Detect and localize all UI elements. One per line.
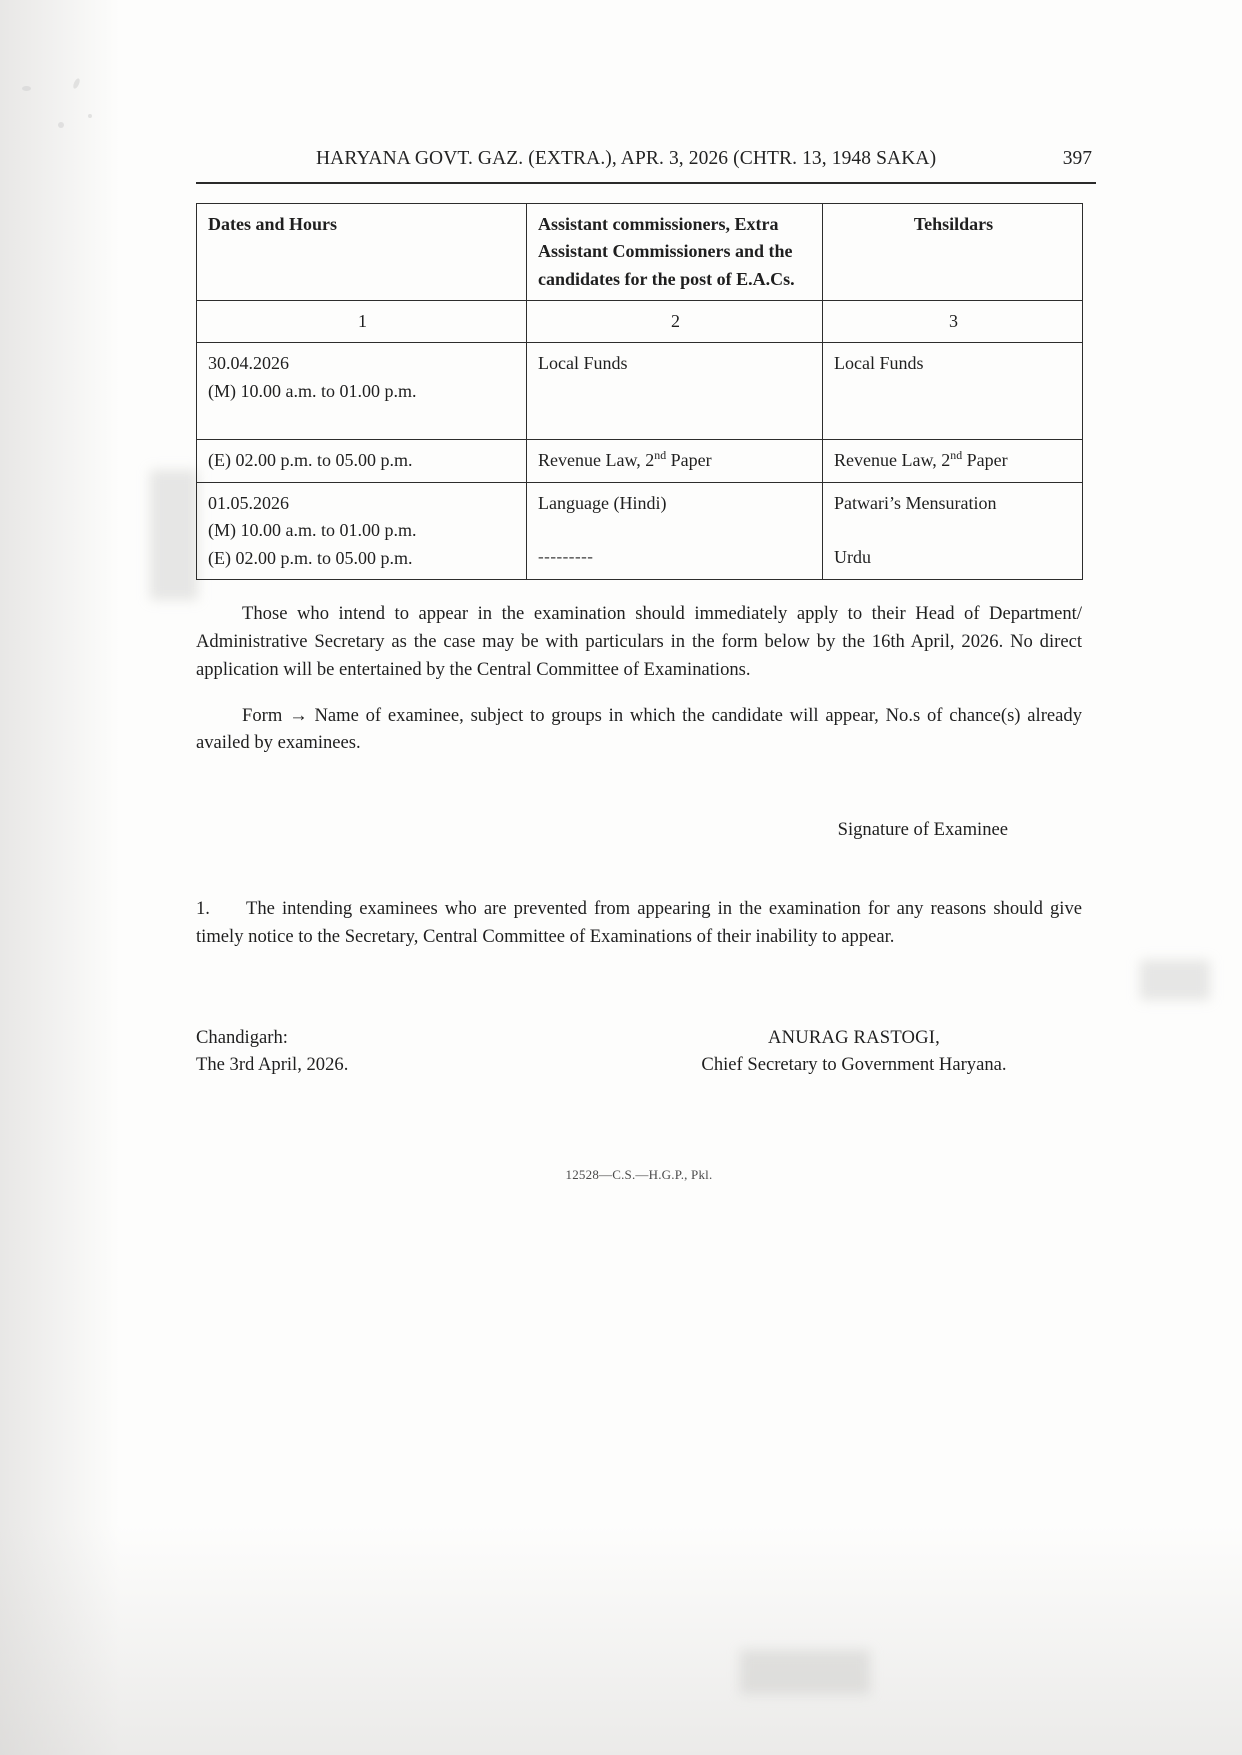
- row3-date: 01.05.2026: [208, 492, 289, 513]
- scan-smudge: [1140, 960, 1210, 1000]
- page-content: [196, 0, 1096, 1183]
- scan-edge-shadow: [0, 0, 120, 1755]
- paragraph-text: Those who intend to appear in the examination should immediately apply to their Head of Department/ Administrative Secretary as the case may be with particulars in the form below by the 16th April, 2026. No direct application will be entertained by the Central Committee of Examinations.: [196, 602, 1082, 680]
- row3-morning-hours: (M) 10.00 a.m. to 01.00 p.m.: [208, 520, 417, 541]
- column-number-2: 2: [527, 301, 823, 343]
- table-row: [197, 343, 1083, 440]
- subject-text: Revenue Law, 2: [834, 450, 951, 471]
- scan-smudge: [740, 1650, 870, 1694]
- paragraph-text: Form → Name of examinee, subject to groups in which the candidate will appear, No.s of chance(s) already availed by examinees.: [196, 704, 1082, 754]
- row3-tehsildar-evening: Urdu: [834, 547, 871, 568]
- closing-place: Chandigarh:: [196, 1027, 288, 1049]
- scan-smudge: [150, 470, 198, 600]
- row1-dates: [197, 343, 527, 440]
- row3-dates: [197, 482, 527, 579]
- signature-of-examinee-label: Signature of Examinee: [837, 819, 1008, 841]
- row1-morning-hours: (M) 10.00 a.m. to 01.00 p.m.: [208, 380, 417, 401]
- column-number-1: 1: [197, 301, 527, 343]
- note-1: [196, 895, 1082, 951]
- header-line: Assistant Commissioners and the: [538, 241, 793, 262]
- closing-block: [196, 1025, 1082, 1081]
- page-number: 397: [1062, 148, 1092, 169]
- ordinal-suffix: nd: [950, 448, 963, 463]
- row2-subject-eac: [527, 440, 823, 482]
- row1-date: 30.04.2026: [208, 353, 289, 374]
- closing-signatory: [626, 1025, 1082, 1078]
- paragraph-intend-to-appear: [196, 600, 1082, 684]
- row2-subject-tehsildar: [823, 440, 1083, 482]
- scan-speck: [22, 86, 31, 91]
- column-number-3: 3: [823, 301, 1083, 343]
- scan-bottom-shadow: [0, 1525, 1242, 1755]
- scan-speck: [88, 114, 92, 118]
- table-column-number-row: [197, 301, 1083, 343]
- signatory-title: Chief Secretary to Government Haryana.: [701, 1053, 1007, 1075]
- printer-imprint: 12528—C.S.—H.G.P., Pkl.: [565, 1167, 713, 1183]
- subject-text: Revenue Law, 2: [538, 450, 655, 471]
- note-number: 1.: [196, 898, 210, 920]
- row2-dates: [197, 440, 527, 482]
- row3-eac-morning: Language (Hindi): [538, 492, 667, 513]
- table-header-row: [197, 204, 1083, 301]
- row3-subject-tehsildar: [823, 482, 1083, 579]
- paragraph-form: [196, 702, 1082, 758]
- header-line: Assistant commissioners, Extra: [538, 214, 779, 234]
- row3-evening-hours: (E) 02.00 p.m. to 05.00 p.m.: [208, 547, 413, 568]
- examination-schedule-table: [196, 203, 1083, 580]
- scan-speck: [72, 77, 81, 89]
- note-body: [196, 895, 1082, 951]
- table-row: [197, 482, 1083, 579]
- closing-date: The 3rd April, 2026.: [196, 1053, 349, 1075]
- row1-subject-tehsildar: Local Funds: [823, 343, 1083, 440]
- table-row: [197, 440, 1083, 482]
- table-header-tehsildars: Tehsildars: [823, 204, 1083, 301]
- table-header-assistant-commissioners: [527, 204, 823, 301]
- subject-text-tail: Paper: [962, 450, 1008, 471]
- row3-tehsildar-morning: Patwari’s Mensuration: [834, 492, 997, 513]
- note-text-content: The intending examinees who are prevented from appearing in the examination for any reasons should give timely notice to the Secretary, Central Committee of Examinations of their inability to appear.: [196, 898, 1082, 948]
- subject-text-tail: Paper: [666, 450, 712, 471]
- running-head-title: HARYANA GOVT. GAZ. (EXTRA.), APR. 3, 2026 (CHTR. 13, 1948 SAKA): [316, 148, 937, 169]
- ordinal-suffix: nd: [654, 448, 667, 463]
- scan-speck: [58, 122, 64, 128]
- row2-evening-hours: (E) 02.00 p.m. to 05.00 p.m.: [208, 450, 413, 471]
- signatory-name: ANURAG RASTOGI,: [767, 1027, 941, 1049]
- running-head: [196, 148, 1096, 184]
- row3-eac-evening-none: ---------: [538, 547, 594, 567]
- table-header-dates: Dates and Hours: [197, 204, 527, 301]
- closing-place-date: [196, 1025, 348, 1078]
- row3-subject-eac: [527, 482, 823, 579]
- header-line: candidates for the post of E.A.Cs.: [538, 268, 795, 289]
- row1-subject-eac: Local Funds: [527, 343, 823, 440]
